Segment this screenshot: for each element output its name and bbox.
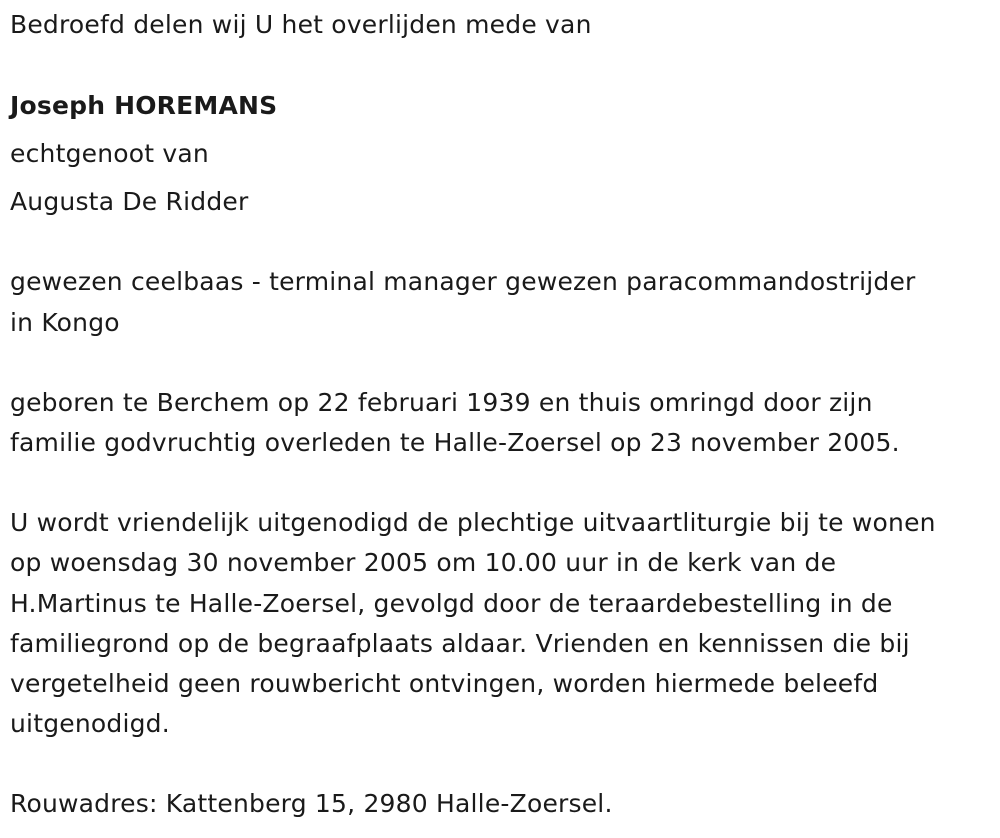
invitation-line-3: H.Martinus te Halle-Zoersel, gevolgd door de teraardebestelling in de (10, 589, 893, 618)
intro-text: Bedroefd delen wij U het overlijden mede van (10, 10, 592, 39)
invitation-line-1: U wordt vriendelijk uitgenodigd de plechtige uitvaartliturgie bij te wonen (10, 508, 936, 537)
address-text: Rouwadres: Kattenberg 15, 2980 Halle-Zoersel. (10, 789, 613, 818)
relation-text: echtgenoot van (10, 139, 209, 168)
occupation-line-1: gewezen ceelbaas - terminal manager gewezen paracommandostrijder (10, 267, 916, 296)
birth-death-line-1: geboren te Berchem op 22 februari 1939 en thuis omringd door zijn (10, 388, 873, 417)
invitation-line-5: vergetelheid geen rouwbericht ontvingen, worden hiermede beleefd (10, 669, 879, 698)
occupation-line-2: in Kongo (10, 308, 120, 337)
invitation-line-6: uitgenodigd. (10, 709, 170, 738)
invitation-line-4: familiegrond op de begraafplaats aldaar. Vrienden en kennissen die bij (10, 629, 910, 658)
invitation-line-2: op woensdag 30 november 2005 om 10.00 uur in de kerk van de (10, 548, 837, 577)
deceased-name: Joseph HOREMANS (10, 91, 278, 120)
spouse-name: Augusta De Ridder (10, 187, 249, 216)
birth-death-line-2: familie godvruchtig overleden te Halle-Zoersel op 23 november 2005. (10, 428, 900, 457)
